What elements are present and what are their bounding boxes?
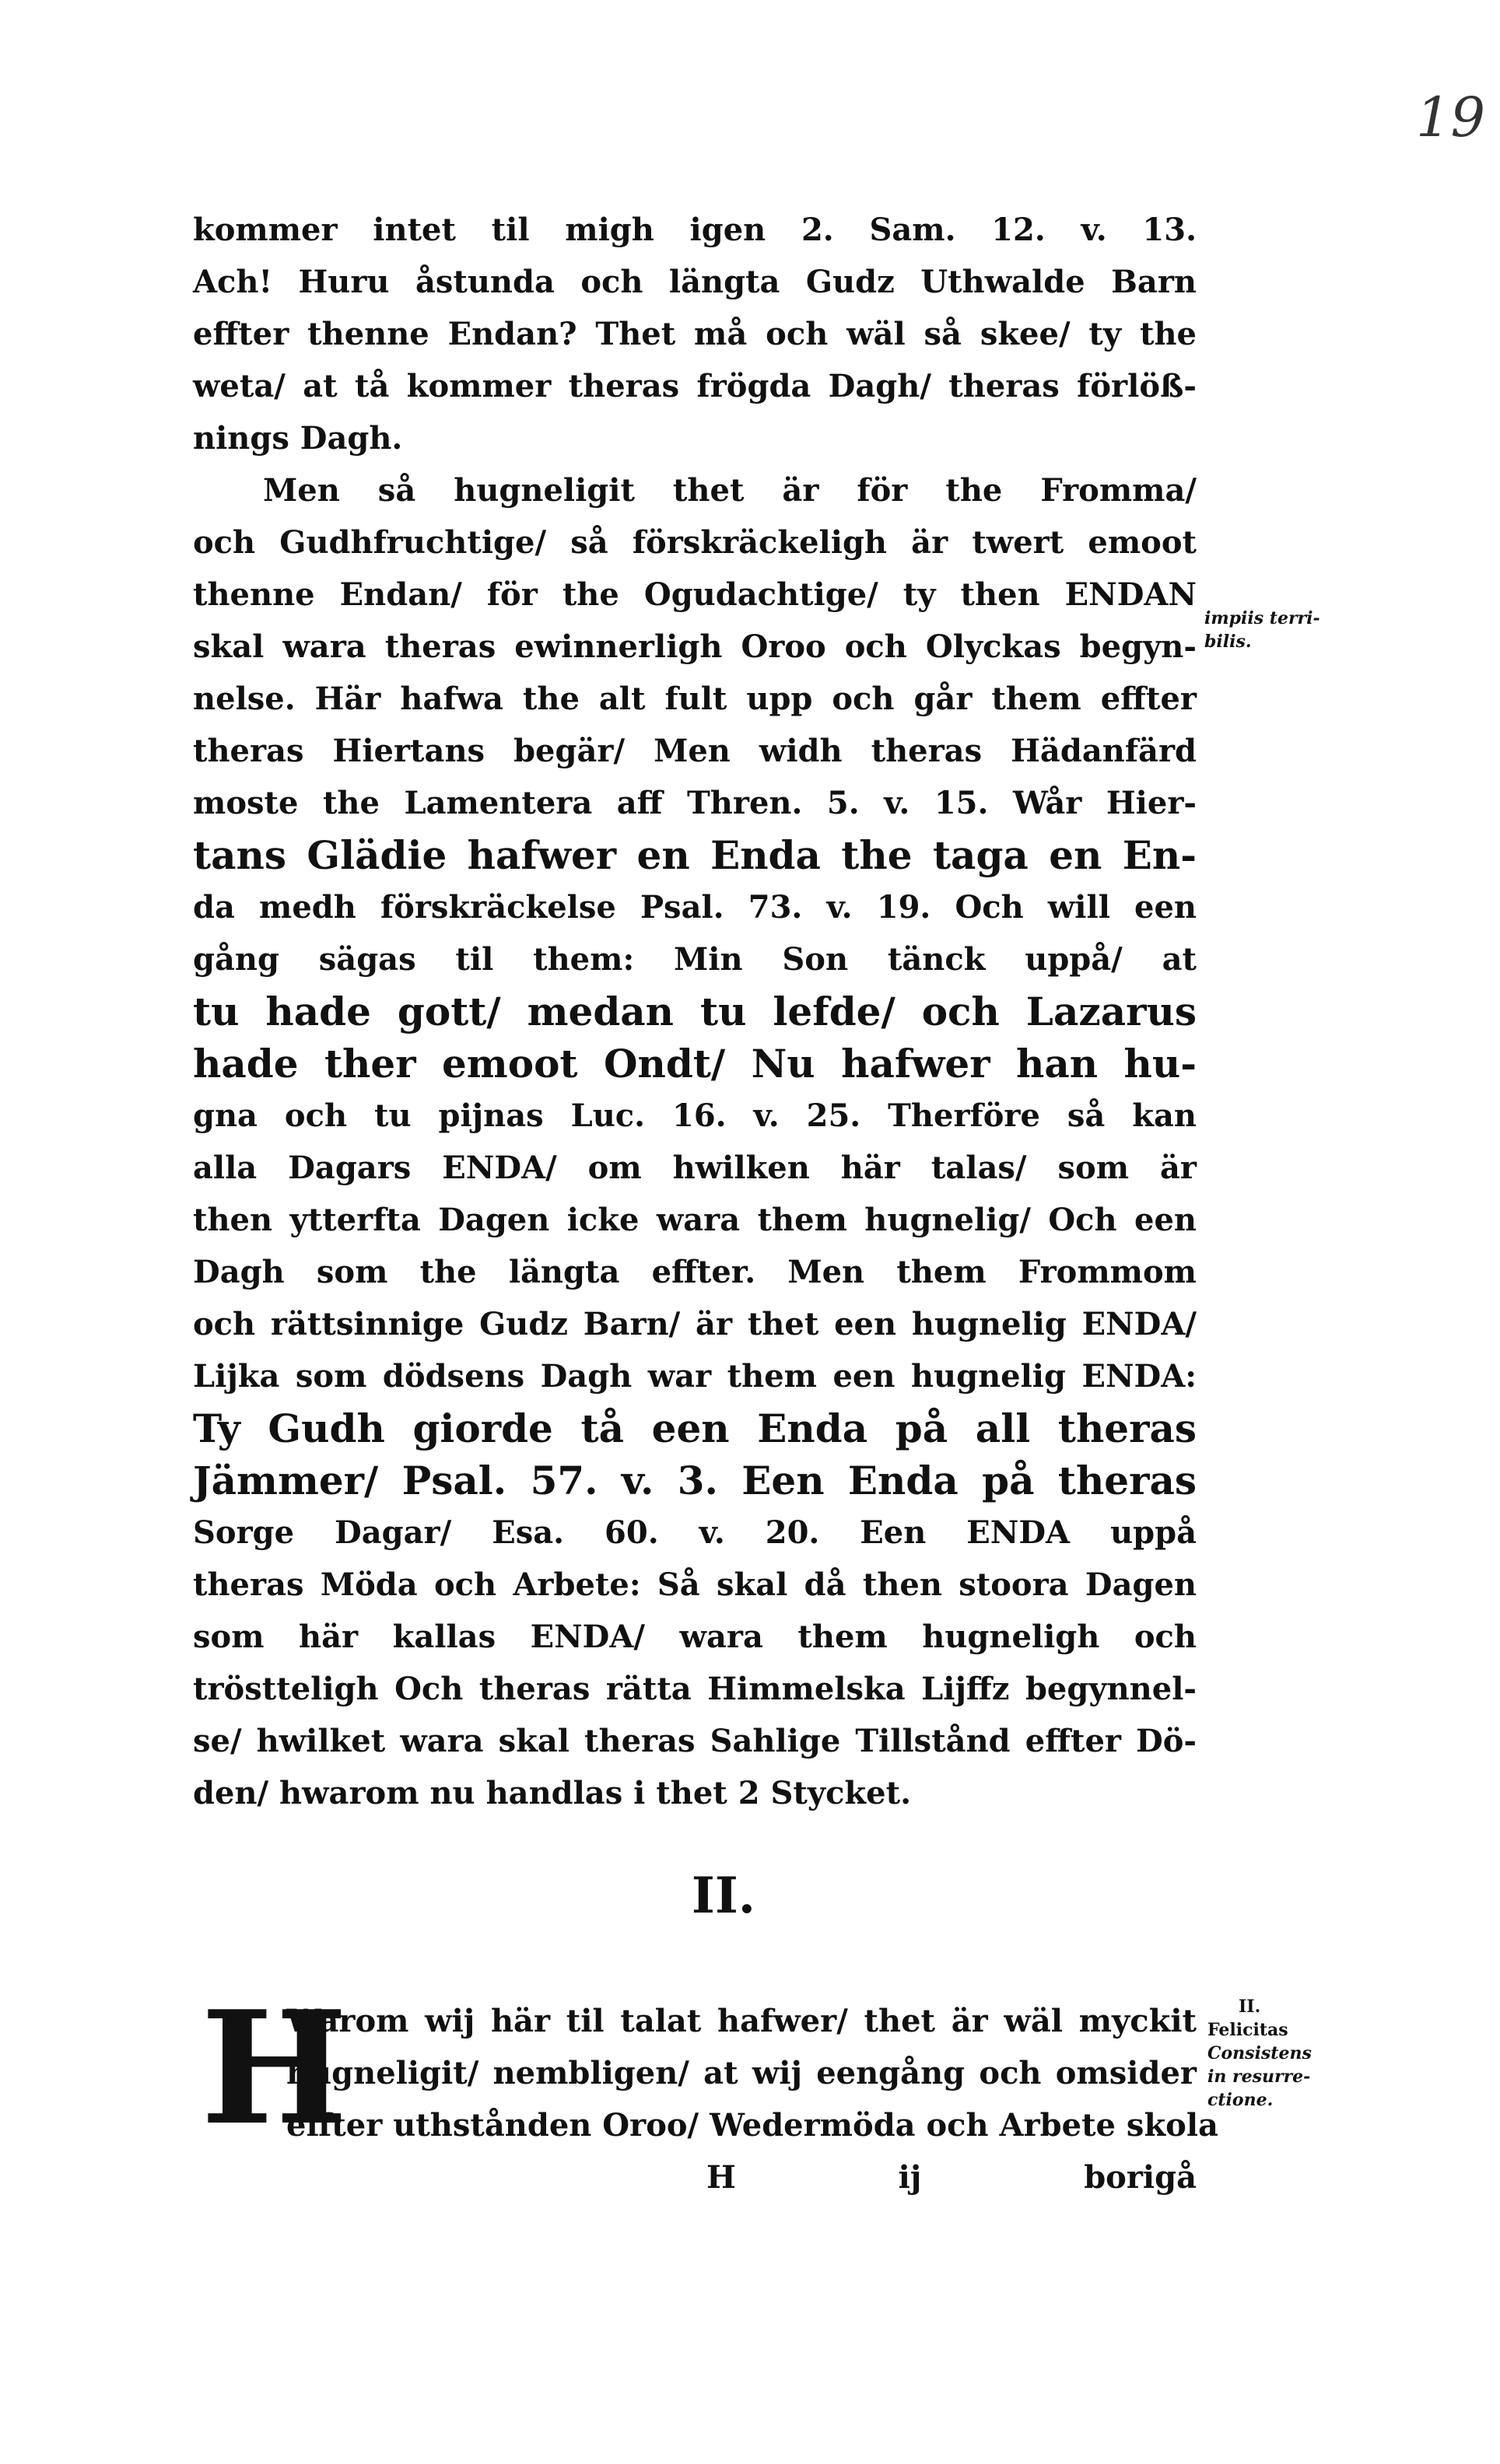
- text-line: se/ hwilket wara skal theras Sahlige Tillstånd effter Dö-: [193, 1723, 1197, 1759]
- folio-number: 19: [1416, 86, 1486, 149]
- margin-note-impiis: impiis terri-bilis.: [1204, 608, 1320, 652]
- text-line: gång sägas til them: Min Son tänck uppå/ at: [193, 941, 1197, 978]
- second-text-block: [193, 1995, 1218, 2203]
- text-line: theras Möda och Arbete: Så skal då then stoora Dagen: [193, 1566, 1197, 1603]
- margin-note-numeral: II.: [1239, 1997, 1261, 2017]
- margin-note-line: Felicitas: [1207, 2020, 1288, 2040]
- text-line: Ach! Huru åstunda och längta Gudz Uthwalde Barn: [193, 264, 1197, 300]
- text-line: theras Hiertans begär/ Men widh theras Hädanfärd: [193, 733, 1197, 769]
- text-line: Jämmer/ Psal. 57. v. 3. Een Enda på theras: [193, 1458, 1197, 1503]
- text-line: tu hade gott/ medan tu lefde/ och Lazarus: [193, 989, 1197, 1034]
- margin-note-line: in resurre-: [1207, 2067, 1311, 2087]
- text-line: skal wara theras ewinnerligh Oroo och Olyckas begyn-: [193, 628, 1197, 665]
- drop-cap-initial: H: [201, 1977, 348, 2160]
- text-line: gna och tu pijnas Luc. 16. v. 25. Therföre så kan: [193, 1097, 1197, 1134]
- text-line: Men så hugneligit thet är för the Fromma/: [263, 472, 1197, 509]
- text-line: nelse. Här hafwa the alt fult upp och går them effter: [193, 681, 1197, 717]
- main-text-block: [193, 204, 1197, 1819]
- text-line: then ytterfta Dagen icke wara them hugnelig/ Och een: [193, 1202, 1197, 1238]
- catchword-line: H ij borigå: [706, 2159, 1197, 2196]
- margin-note-line: Consistens: [1207, 2043, 1312, 2063]
- text-line: tans Glädie hafwer en Enda the taga en En-: [193, 832, 1197, 878]
- text-line: tröstteligh Och theras rätta Himmelska Lijffz begynnel-: [193, 1671, 1197, 1707]
- text-line: kommer intet til migh igen 2. Sam. 12. v. 13.: [193, 212, 1197, 248]
- text-line: hugneligit/ nembligen/ at wij eengång och omsider: [286, 2055, 1197, 2091]
- section-heading: II.: [691, 1867, 756, 1925]
- text-line: effter thenne Endan? Thet må och wäl så skee/ ty the: [193, 316, 1197, 352]
- text-line: weta/ at tå kommer theras frögda Dagh/ theras förlöß-: [193, 368, 1197, 404]
- text-line: thenne Endan/ för the Ogudachtige/ ty then ENDAN: [193, 576, 1197, 613]
- text-line: da medh förskräckelse Psal. 73. v. 19. Och will een: [193, 889, 1197, 926]
- text-line: Ty Gudh giorde tå een Enda på all theras: [193, 1405, 1197, 1451]
- text-line: Sorge Dagar/ Esa. 60. v. 20. Een ENDA uppå: [193, 1514, 1197, 1551]
- text-line: och Gudhfruchtige/ så förskräckeligh är twert emoot: [193, 524, 1197, 561]
- text-line: Dagh som the längta effter. Men them Frommom: [193, 1254, 1197, 1290]
- text-line: alla Dagars ENDA/ om hwilken här talas/ som är: [193, 1150, 1197, 1186]
- text-line: Lijka som dödsens Dagh war them een hugnelig ENDA:: [193, 1358, 1197, 1395]
- text-line: nings Dagh.: [193, 420, 403, 457]
- text-line: och rättsinnige Gudz Barn/ är thet een hugnelig ENDA/: [193, 1306, 1197, 1342]
- text-line: som här kallas ENDA/ wara them hugneligh och: [193, 1619, 1197, 1655]
- text-line: hade ther emoot Ondt/ Nu hafwer han hu-: [193, 1041, 1197, 1087]
- text-line: Warom wij här til talat hafwer/ thet är wäl myckit: [286, 2003, 1197, 2039]
- margin-note-line: ctione.: [1207, 2090, 1274, 2110]
- margin-note-felicitas: [1207, 1995, 1363, 2112]
- text-line: moste the Lamentera aff Thren. 5. v. 15. Wår Hier-: [193, 785, 1197, 821]
- text-line: effter uthstånden Oroo/ Wedermöda och Arbete skola: [286, 2107, 1218, 2144]
- text-line: den/ hwarom nu handlas i thet 2 Stycket.: [193, 1775, 911, 1811]
